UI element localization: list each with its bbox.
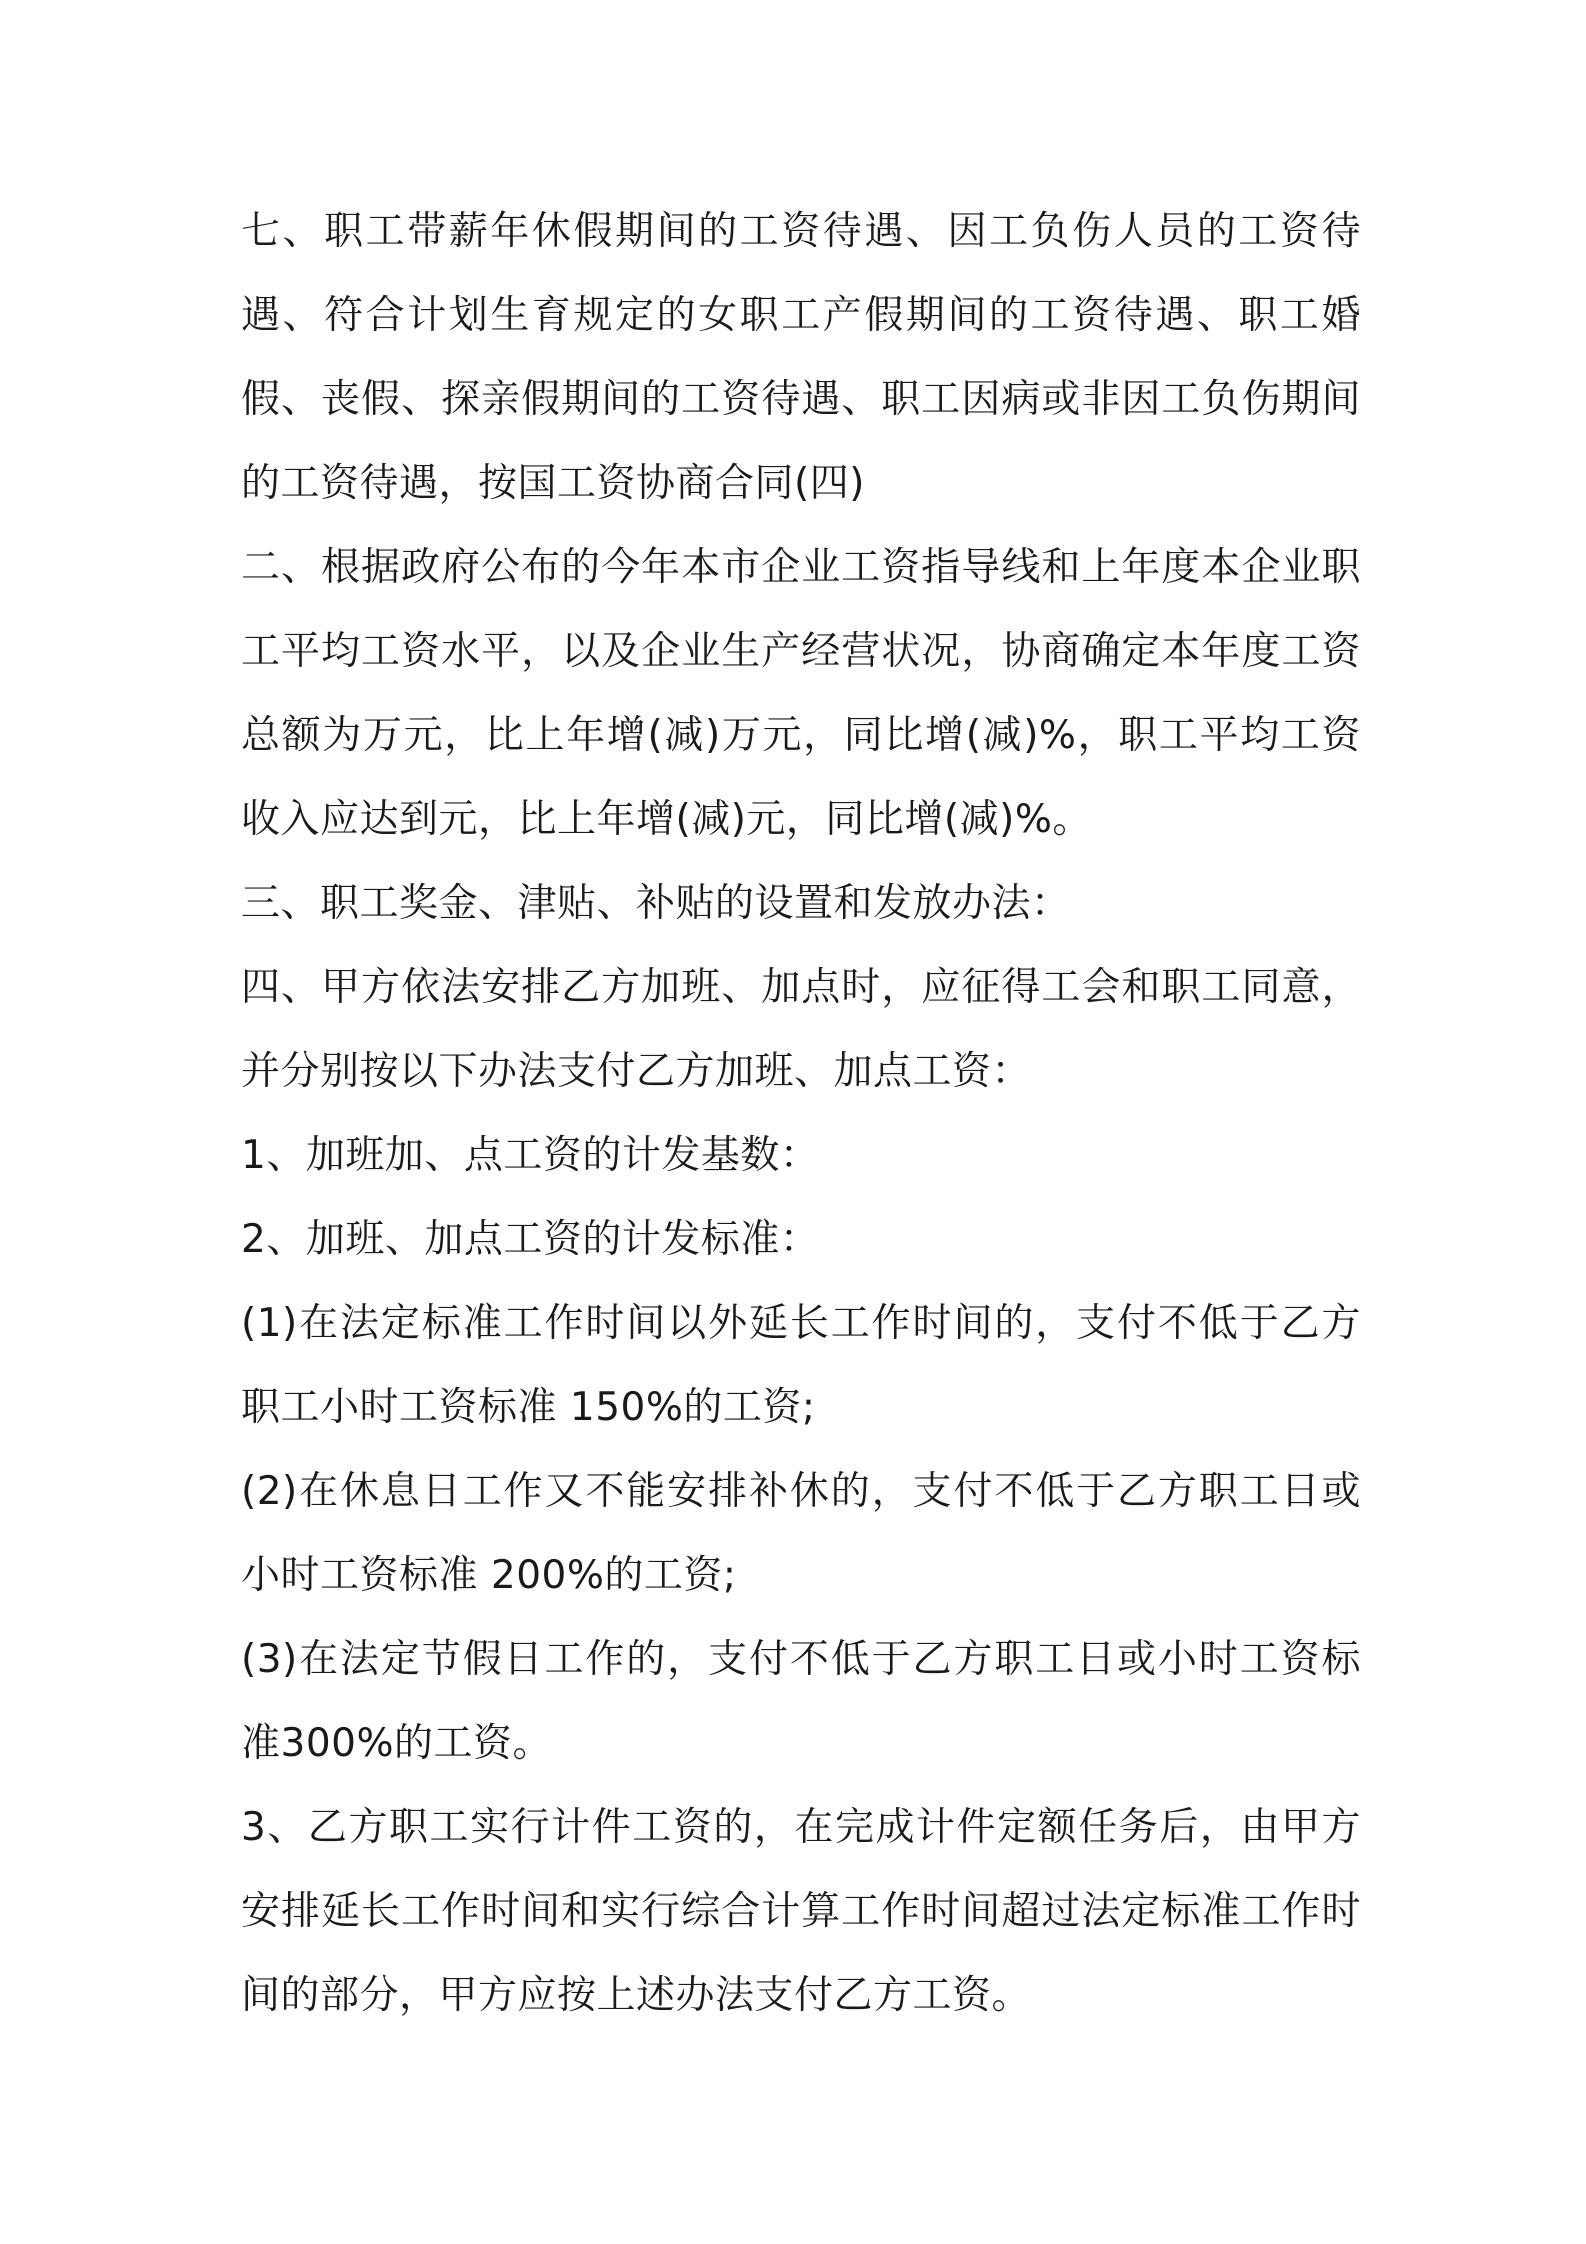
paragraph-overtime-standard: 2、加班、加点工资的计发标准： [241, 1217, 820, 1262]
paragraph-section-2-wage-total: 二、根据政府公布的今年本市企业工资指导线和上年度本企业职工平均工资水平，以及企业生产经营状况，协商确定本年度工资总额为万元，比上年增(减)万元，同比增(减)%，职工平均工资收入应达到元，比上年增(减)元，同比增(减)%。 [241, 545, 1361, 842]
document-body [241, 190, 1361, 2038]
paragraph-item-7-wage-treatment: 七、职工带薪年休假期间的工资待遇、因工负伤人员的工资待遇、符合计划生育规定的女职工产假期间的工资待遇、职工婚假、丧假、探亲假期间的工资待遇、职工因病或非因工负伤期间的工资待遇，按国工资协商合同(四) [241, 209, 1361, 506]
paragraph-section-3-bonus: 三、职工奖金、津贴、补贴的设置和发放办法： [241, 881, 1071, 926]
paragraph-section-4-overtime: 四、甲方依法安排乙方加班、加点时，应征得工会和职工同意，并分别按以下办法支付乙方加班、加点工资： [241, 965, 1361, 1094]
paragraph-standard-1: (1)在法定标准工作时间以外延长工作时间的，支付不低于乙方职工小时工资标准 150%的工资; [241, 1301, 1361, 1430]
paragraph-standard-2: (2)在休息日工作又不能安排补休的，支付不低于乙方职工日或小时工资标准 200%的工资; [241, 1469, 1361, 1598]
paragraph-piecework: 3、乙方职工实行计件工资的，在完成计件定额任务后，由甲方安排延长工作时间和实行综合计算工作时间超过法定标准工作时间的部分，甲方应按上述办法支付乙方工资。 [241, 1805, 1361, 2018]
paragraph-standard-3: (3)在法定节假日工作的，支付不低于乙方职工日或小时工资标准300%的工资。 [241, 1637, 1361, 1766]
paragraph-overtime-base: 1、加班加、点工资的计发基数： [241, 1133, 820, 1178]
